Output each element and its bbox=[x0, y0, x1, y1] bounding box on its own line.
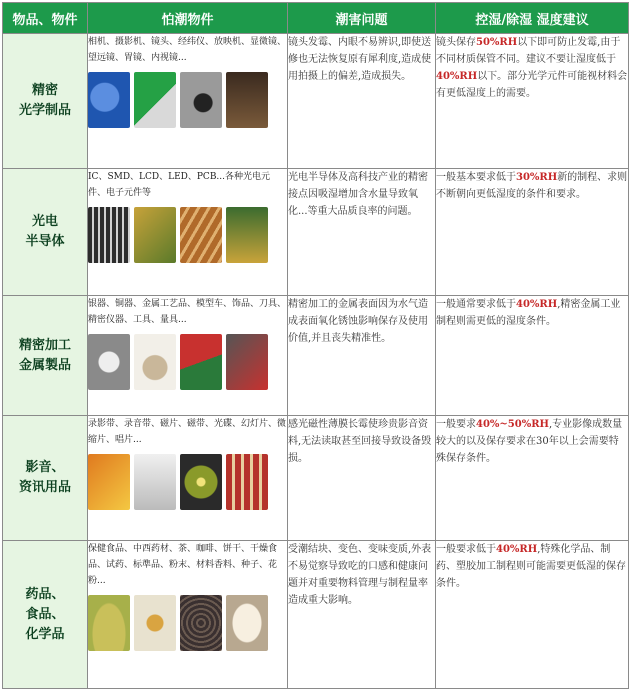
product-image bbox=[134, 454, 176, 510]
humidity-value: 40%RH bbox=[436, 71, 478, 82]
advice-cell bbox=[436, 416, 629, 541]
header-row bbox=[3, 3, 629, 34]
product-image bbox=[134, 334, 176, 390]
advice-text: ,精密金属工业制程则需更低的湿度条件。 bbox=[436, 299, 621, 327]
thumbnail-strip bbox=[88, 454, 287, 510]
table-row bbox=[3, 416, 629, 541]
items-cell bbox=[88, 169, 288, 296]
problem-cell: 精密加工的金属表面因为水气造成表面氧化锈蚀影响保存及使用价值,并且丧失精准性。 bbox=[288, 296, 436, 416]
advice-cell bbox=[436, 541, 629, 689]
product-image bbox=[88, 207, 130, 263]
items-text: 录影带、录音带、磁片、磁带、光碟、幻灯片、微缩片、唱片... bbox=[88, 419, 287, 445]
problem-cell: 受潮结块、变色、变味变质,外表不易觉察导致吃的口感和健康问题并对重要物料管理与制程量率造成重大影响。 bbox=[288, 541, 436, 689]
items-cell bbox=[88, 541, 288, 689]
header-items: 怕潮物件 bbox=[88, 3, 288, 34]
humidity-value: 40%~50%RH bbox=[476, 419, 549, 430]
humidity-value: 30%RH bbox=[516, 172, 558, 183]
thumbnail-strip bbox=[88, 207, 287, 263]
advice-text: 一般要求低于 bbox=[436, 544, 496, 555]
table-row bbox=[3, 169, 629, 296]
humidity-value: 40%RH bbox=[496, 544, 538, 555]
category-line: 精密 bbox=[31, 83, 58, 98]
category-line: 光学制品 bbox=[18, 103, 71, 118]
humidity-table bbox=[2, 2, 629, 689]
product-image bbox=[180, 454, 222, 510]
advice-text: 一般通常要求低于 bbox=[436, 299, 516, 310]
product-image bbox=[134, 72, 176, 128]
advice-cell bbox=[436, 34, 629, 169]
product-image bbox=[226, 72, 268, 128]
humidity-value: 40%RH bbox=[516, 299, 558, 310]
category-line: 金属製品 bbox=[18, 357, 71, 373]
product-image bbox=[180, 207, 222, 263]
category-cell bbox=[3, 169, 88, 296]
category-line: 食品、 bbox=[25, 606, 65, 622]
thumbnail-strip bbox=[88, 334, 287, 390]
problem-cell: 光电半导体及高科技产业的精密接点因吸湿增加含水量导致氧化...等重大品质良率的问题。 bbox=[288, 169, 436, 296]
product-image bbox=[226, 595, 268, 651]
problem-cell: 感光磁性薄膜长霉使珍贵影音资料,无法读取甚至回接导致设备毁损。 bbox=[288, 416, 436, 541]
product-image bbox=[88, 72, 130, 128]
advice-text: 以下。部分光学元件可能视材料会有更低湿度上的需要。 bbox=[436, 71, 628, 99]
category-line: 化学品 bbox=[25, 626, 65, 642]
table-row bbox=[3, 541, 629, 689]
header-advice: 控湿/除湿 湿度建议 bbox=[436, 3, 629, 34]
items-text: IC、SMD、LCD、LED、PCB...各种光电元件、电子元件等 bbox=[88, 172, 271, 198]
advice-text: 新的制程、求则不断朝向更低湿度的条件和要求。 bbox=[436, 172, 628, 200]
category-line: 光电 bbox=[31, 214, 58, 229]
advice-text: 一般基本要求低于 bbox=[436, 172, 516, 183]
advice-text: ,特殊化学品、制药、塑胶加工制程则可能需要更低湿的保存条件。 bbox=[436, 544, 626, 589]
advice-cell bbox=[436, 169, 629, 296]
product-image bbox=[226, 454, 268, 510]
advice-text: 一般要求 bbox=[436, 419, 476, 430]
items-cell bbox=[88, 34, 288, 169]
product-image bbox=[88, 334, 130, 390]
product-image bbox=[180, 595, 222, 651]
thumbnail-strip bbox=[88, 72, 287, 128]
category-line: 影音、 bbox=[25, 460, 65, 475]
advice-text: ,专业影像成数量较大的以及保存要求在30年以上会需要特殊保存条件。 bbox=[436, 419, 623, 464]
product-image bbox=[134, 595, 176, 651]
items-text: 相机、摄影机、镜头、经纬仪、放映机、显微镜、望远镜、胃镜、内视镜... bbox=[88, 37, 287, 63]
items-cell bbox=[88, 416, 288, 541]
category-cell bbox=[3, 34, 88, 169]
category-cell bbox=[3, 416, 88, 541]
product-image bbox=[226, 334, 268, 390]
thumbnail-strip bbox=[88, 595, 287, 651]
category-line: 半导体 bbox=[25, 234, 65, 249]
product-image bbox=[226, 207, 268, 263]
table-row bbox=[3, 34, 629, 169]
header-category: 物品、物件 bbox=[3, 3, 88, 34]
items-text: 银器、铜器、金属工艺品、模型车、饰品、刀具、精密仪器、工具、量具... bbox=[88, 299, 287, 325]
advice-text: 以下即可防止发霉,由于不同材质保管不同。建议不要让湿度低于 bbox=[436, 37, 621, 65]
items-cell bbox=[88, 296, 288, 416]
product-image bbox=[88, 595, 130, 651]
humidity-value: 50%RH bbox=[476, 37, 518, 48]
category-cell bbox=[3, 296, 88, 416]
product-image bbox=[88, 454, 130, 510]
category-line: 精密加工 bbox=[18, 337, 71, 353]
category-line: 药品、 bbox=[25, 586, 65, 602]
items-text: 保健食品、中西药材、茶、咖啡、饼干、干燥食品、试药、标準品、粉末、材料香料、种子、花粉... bbox=[88, 544, 278, 586]
product-image bbox=[180, 334, 222, 390]
category-line: 资讯用品 bbox=[18, 480, 71, 495]
advice-text: 镜头保存 bbox=[436, 37, 476, 48]
header-problem: 潮害问题 bbox=[288, 3, 436, 34]
product-image bbox=[134, 207, 176, 263]
table-row bbox=[3, 296, 629, 416]
advice-cell bbox=[436, 296, 629, 416]
product-image bbox=[180, 72, 222, 128]
category-cell bbox=[3, 541, 88, 689]
problem-cell: 镜头发霉、内眼不易辨识,即使送修也无法恢复原有犀利度,造成使用拍摄上的偏差,造成损失。 bbox=[288, 34, 436, 169]
